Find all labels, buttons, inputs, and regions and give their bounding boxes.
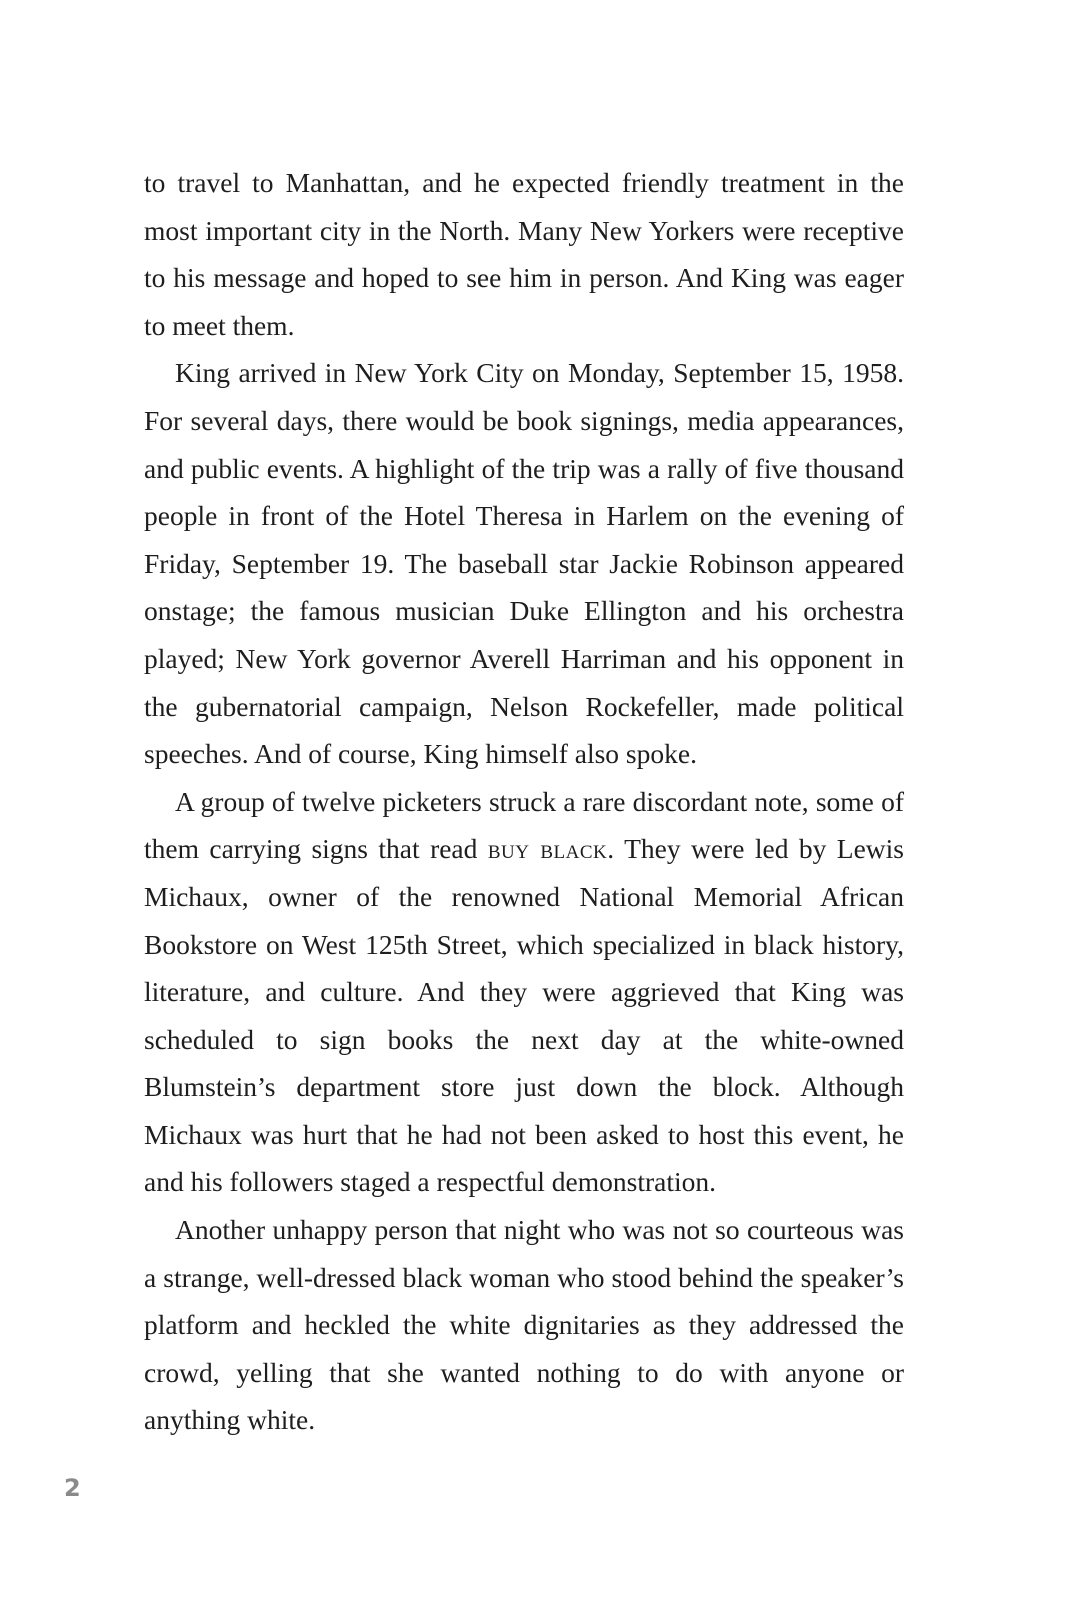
paragraph-1: to travel to Manhattan, and he expected friendly treatment in the most important city in the North. Many New Yorkers were receptive to his message and hoped to see him in person. And King was eager to meet them. (144, 167, 904, 341)
page-number: 2 (64, 1474, 82, 1502)
body-text (144, 159, 904, 1444)
paragraph-2: King arrived in New York City on Monday, September 15, 1958. For several days, there would be book signings, media appearances, and public events. A highlight of the trip was a rally of five thousand people in front of the Hotel Theresa in Harlem on the evening of Friday, September 19. The baseball star Jackie Robinson appeared onstage; the famous musician Duke Ellington and his orchestra played; New York governor Averell Harriman and his opponent in the gubernatorial campaign, Nelson Rockefeller, made political speeches. And of course, King himself also spoke. (144, 357, 904, 770)
paragraph-3-text-before: A group of twelve picketers struck a rare discordant note, some of them carrying signs that read (144, 785, 904, 865)
paragraph-3-text-after: . They were led by Lewis Michaux, owner of the renowned National Memorial African Bookstore on West 125th Street, which specialized in black history, literature, and culture. And they were aggrieved that King was scheduled to sign books the next day at the white-owned Blumstein’s department store just down the block. Although Michaux was hurt that he had not been asked to host this event, he and his followers staged a respectful demonstration. (144, 833, 904, 1198)
paragraph-4: Another unhappy person that night who was not so courteous was a strange, well-dressed black woman who stood behind the speaker’s platform and heckled the white dignitaries as they addressed the crowd, yelling that she wanted nothing to do with anyone or anything white. (144, 1214, 904, 1436)
sign-text-buy-black: buy black (487, 833, 608, 865)
paragraph-3 (144, 778, 904, 1206)
